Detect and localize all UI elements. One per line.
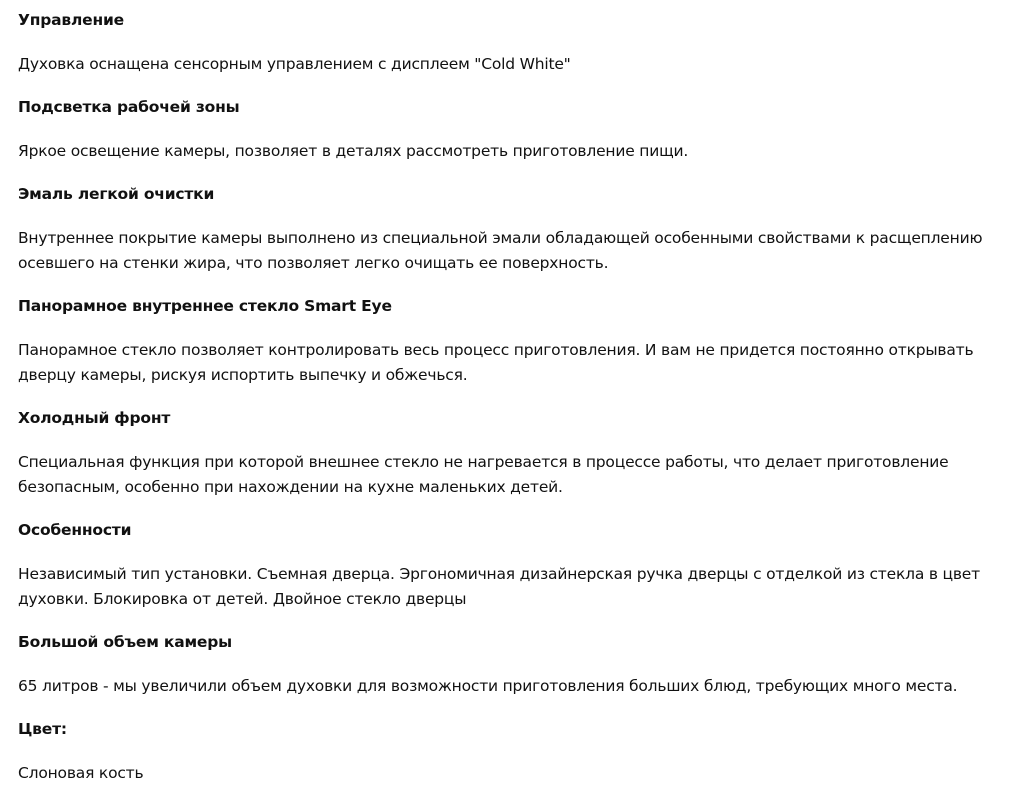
section-text: Специальная функция при которой внешнее стекло не нагревается в процессе работы, что делает приготовление безопасным, особенно при нахождении на кухне маленьких детей. [18,453,949,496]
section-text: Панорамное стекло позволяет контролировать весь процесс приготовления. И вам не придется постоянно открывать дверцу камеры, рискуя испортить выпечку и обжечься. [18,341,974,384]
section-features [18,518,1003,612]
section-title: Холодный фронт [18,409,171,427]
section-lighting [18,95,1003,164]
section-cold-front [18,406,1003,500]
section-color [18,717,1003,786]
section-text: Духовка оснащена сенсорным управлением с дисплеем "Cold White" [18,55,571,73]
section-enamel [18,182,1003,276]
section-text: Яркое освещение камеры, позволяет в деталях рассмотреть приготовление пищи. [18,142,689,160]
section-title: Эмаль легкой очистки [18,185,215,203]
section-text: Независимый тип установки. Съемная дверца. Эргономичная дизайнерская ручка дверцы с отделкой из стекла в цвет духовки. Блокировка от детей. Двойное стекло дверцы [18,565,980,608]
section-panoramic-glass [18,294,1003,388]
product-description [18,8,1003,786]
section-title: Панорамное внутреннее стекло Smart Eye [18,297,392,315]
section-title: Цвет: [18,720,67,738]
section-title: Управление [18,11,124,29]
section-title: Особенности [18,521,132,539]
section-capacity [18,630,1003,699]
section-control [18,8,1003,77]
section-title: Большой объем камеры [18,633,232,651]
section-text: Слоновая кость [18,764,144,782]
section-title: Подсветка рабочей зоны [18,98,240,116]
section-text: Внутреннее покрытие камеры выполнено из специальной эмали обладающей особенными свойствами к расщеплению осевшего на стенки жира, что позволяет легко очищать ее поверхность. [18,229,983,272]
section-text: 65 литров - мы увеличили объем духовки для возможности приготовления больших блюд, требующих много места. [18,677,958,695]
